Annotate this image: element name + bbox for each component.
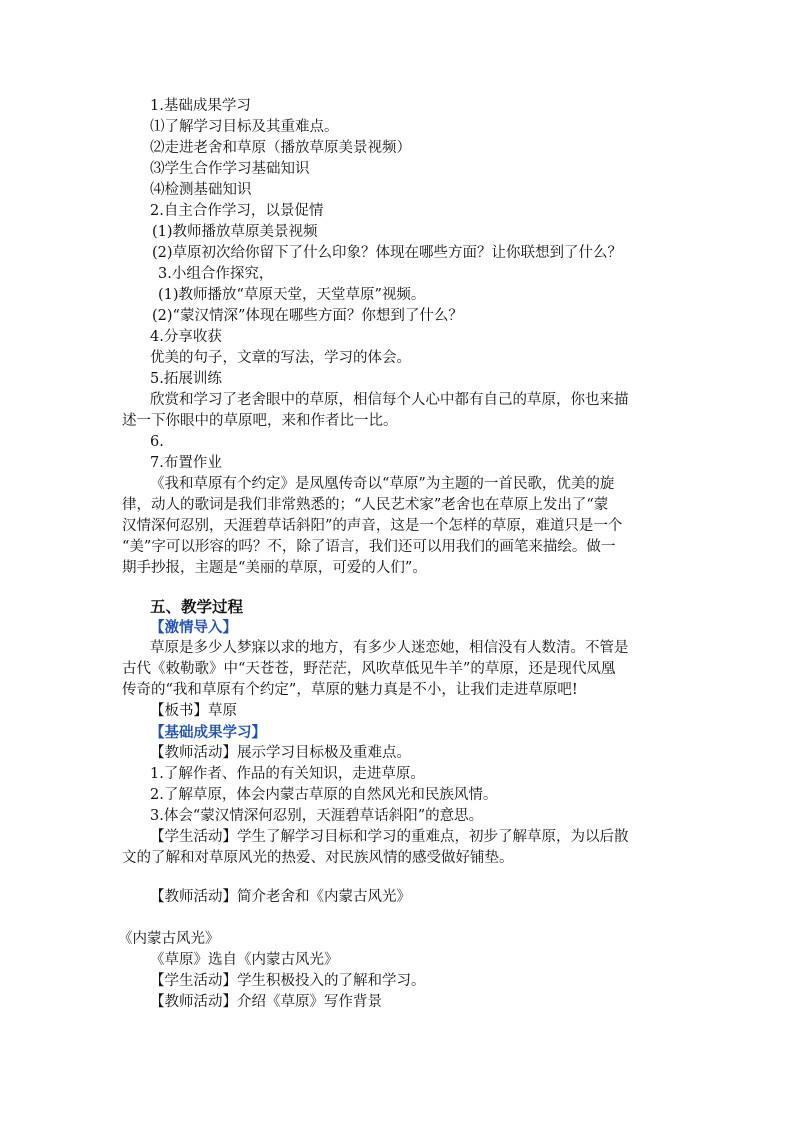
text-line: 草原是多少人梦寐以求的地方，有多少人迷恋她，相信没有人数清。不管是	[150, 640, 629, 656]
text-line: 【教师活动】展示学习目标极及重难点。	[150, 745, 411, 761]
text-line: 述一下你眼中的草原吧，来和作者比一比。	[122, 413, 398, 429]
text-line: 【板书】草原	[150, 703, 237, 719]
text-line: 汉情深何忍别，天涯碧草话斜阳”的声音，这是一个怎样的草原，难道只是一个	[122, 518, 623, 534]
text-line: 《内蒙古风光》	[118, 931, 220, 947]
text-line: (2)草原初次给你留下了什么印象？体现在哪些方面？让你联想到了什么？	[152, 245, 623, 261]
text-line: 传奇的“我和草原有个约定”，草原的魅力真是不小，让我们走进草原吧!	[122, 682, 578, 698]
text-line: 【教师活动】简介老舍和《内蒙古风光》	[150, 889, 411, 905]
text-line: 1.基础成果学习	[150, 98, 251, 114]
text-line: 1.了解作者、作品的有关知识，走进草原。	[150, 766, 425, 782]
text-line: 7.布置作业	[150, 455, 222, 471]
text-line: 【学生活动】学生积极投入的了解和学习。	[150, 973, 426, 989]
text-line: 《草原》选自《内蒙古风光》	[150, 952, 339, 968]
text-line: (1)教师播放草原美景视频	[152, 224, 318, 240]
text-line: 古代《敕勒歌》中“天苍苍，野茫茫，风吹草低见牛羊”的草原，还是现代凤凰	[122, 661, 616, 677]
text-line: 5.拓展训练	[150, 371, 222, 387]
text-line: ⑵走进老舍和草原（播放草原美景视频）	[150, 140, 411, 156]
text-line: 期手抄报，主题是“美丽的草原，可爱的人们”。	[122, 560, 427, 576]
text-line: (2)“蒙汉情深”体现在哪些方面？你想到了什么？	[152, 308, 463, 324]
text-line: ⑷检测基础知识	[150, 182, 252, 198]
text-line: 4.分享收获	[150, 329, 222, 345]
text-line: 《我和草原有个约定》是凤凰传奇以“草原”为主题的一首民歌，优美的旋	[150, 476, 615, 492]
text-line: 优美的句子，文章的写法，学习的体会。	[150, 350, 411, 366]
text-line: 3.小组合作探究，	[158, 266, 274, 282]
text-line: 【教师活动】介绍《草原》写作背景	[150, 994, 382, 1010]
text-line: ⑴了解学习目标及其重难点。	[150, 119, 339, 135]
text-line: 【学生活动】学生了解学习目标和学习的重难点，初步了解草原，为以后散	[150, 829, 629, 845]
text-line: “美”字可以形容的吗？不，除了语言，我们还可以用我们的画笔来描绘。做一	[122, 539, 616, 555]
text-line: 欣赏和学习了老舍眼中的草原，相信每个人心中都有自己的草原，你也来描	[150, 392, 629, 408]
text-line: 文的了解和对草原风光的热爱、对民族风情的感受做好铺垫。	[122, 850, 514, 866]
text-line: 3.体会“蒙汉情深何忍别，天涯碧草话斜阳”的意思。	[150, 808, 484, 824]
text-line: 律，动人的歌词是我们非常熟悉的；“人民艺术家”老舍也在草原上发出了“蒙	[122, 497, 609, 513]
text-line: 6.	[150, 434, 164, 450]
text-line: ⑶学生合作学习基础知识	[150, 161, 310, 177]
subsection-label: 【激情导入】	[150, 619, 237, 636]
section-heading: 五、教学过程	[150, 597, 244, 616]
text-line: 2.了解草原，体会内蒙古草原的自然风光和民族风情。	[150, 787, 498, 803]
subsection-label: 【基础成果学习】	[150, 724, 266, 741]
text-line: 2.自主合作学习，以景促情	[150, 203, 324, 219]
text-line: (1)教师播放“草原天堂，天堂草原”视频。	[158, 287, 426, 303]
